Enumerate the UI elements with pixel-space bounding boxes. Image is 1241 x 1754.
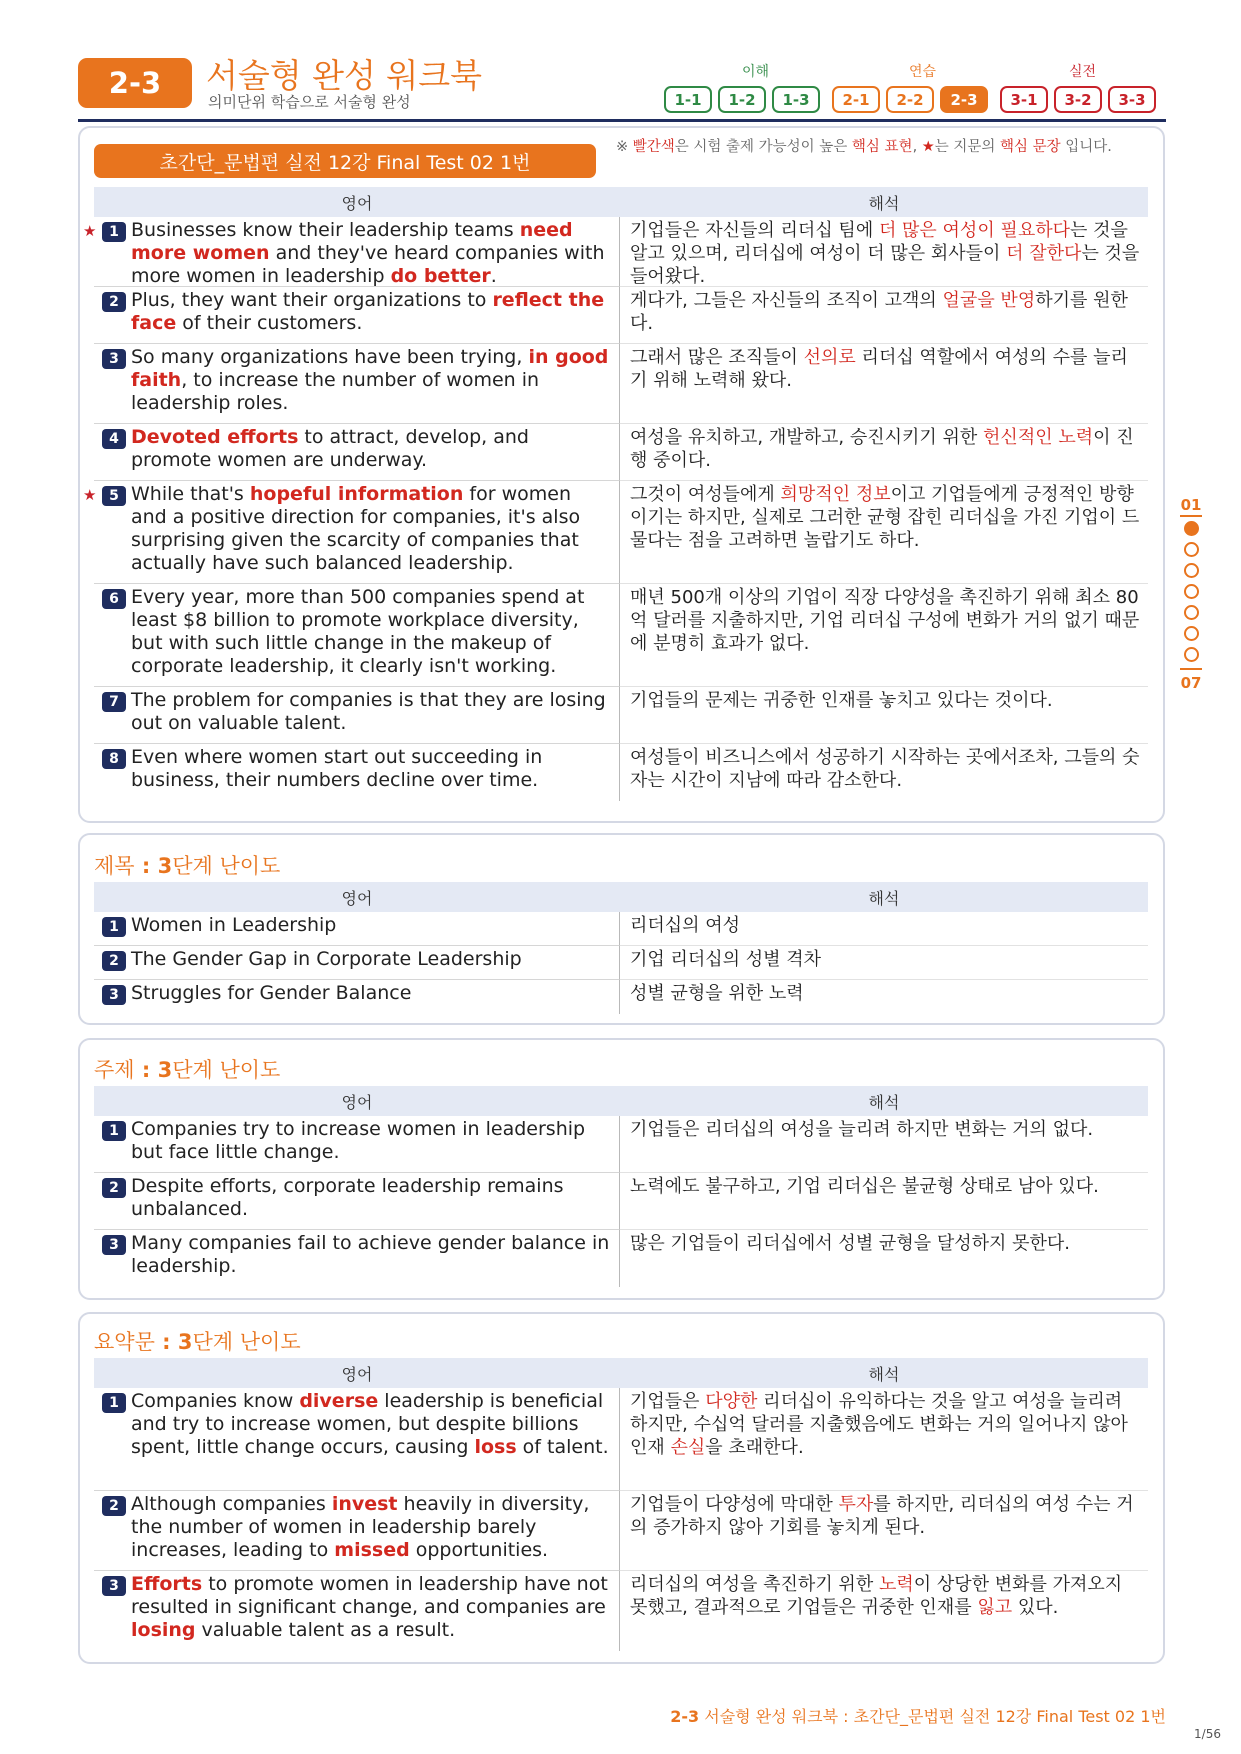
key-sentence-star-icon: ★ — [83, 222, 97, 240]
korean-translation: 기업들은 리더십의 여성을 늘리려 하지만 변화는 거의 없다. — [620, 1116, 1148, 1173]
column-korean: 해석 — [868, 1092, 900, 1112]
english-sentence: 1 Women in Leadership — [94, 912, 620, 946]
english-sentence: 3 So many organizations have been trying, in good faith, to increase the number of women in leadership roles. — [94, 344, 620, 424]
korean-translation: 기업들의 문제는 귀중한 인재를 놓치고 있다는 것이다. — [620, 687, 1148, 744]
sentence-number-badge: 2 — [102, 292, 126, 312]
progress-end-label: 07 — [1180, 674, 1202, 692]
chip-3-3[interactable]: 3-3 — [1108, 86, 1156, 113]
table-row — [94, 584, 1148, 687]
section-heading: 주제 : 3단계 난이도 — [94, 1058, 281, 1082]
chip-2-2[interactable]: 2-2 — [886, 86, 934, 113]
sentence-number-badge: 3 — [102, 1576, 126, 1596]
english-sentence: 4 Devoted efforts to attract, develop, and promote women are underway. — [94, 424, 620, 481]
progress-dot[interactable] — [1184, 605, 1199, 620]
korean-translation: 여성을 유치하고, 개발하고, 승진시키기 위한 헌신적인 노력이 진행 중이다. — [620, 424, 1148, 481]
sentence-number-badge: 1 — [102, 1121, 126, 1141]
progress-dot[interactable] — [1184, 626, 1199, 641]
table-header — [94, 1358, 1148, 1388]
english-sentence: 2 The Gender Gap in Corporate Leadership — [94, 946, 620, 980]
progress-dot[interactable] — [1184, 647, 1199, 662]
chip-1-3[interactable]: 1-3 — [772, 86, 820, 113]
sentence-number-badge: 2 — [102, 1178, 126, 1198]
passage-title: 초간단_문법편 실전 12강 Final Test 02 1번 — [94, 144, 596, 178]
korean-translation: 노력에도 불구하고, 기업 리더십은 불균형 상태로 남아 있다. — [620, 1173, 1148, 1230]
topic-table — [94, 1086, 1148, 1287]
english-sentence: 8 Even where women start out succeeding in business, their numbers decline over time. — [94, 744, 620, 801]
sentence-number-badge: 6 — [102, 589, 126, 609]
column-english: 영어 — [341, 1092, 373, 1112]
table-header — [94, 882, 1148, 912]
table-header — [94, 1086, 1148, 1116]
page-footer: 2-3 서술형 완성 워크북 : 초간단_문법편 실전 12강 Final Test 02 1번 — [670, 1707, 1166, 1726]
english-sentence: 1 Companies know diverse leadership is beneficial and try to increase women, but despite billions spent, little change occurs, causing loss of talent. — [94, 1388, 620, 1491]
progress-start-label: 01 — [1180, 496, 1202, 514]
unit-badge: 2-3 — [78, 58, 192, 108]
korean-translation: 기업들은 자신들의 리더십 팀에 더 많은 여성이 필요하다는 것을 알고 있으며, 리더십에 여성이 더 많은 회사들이 더 잘한다는 것을 들어왔다. — [620, 217, 1148, 287]
english-sentence: ★ 5 While that's hopeful information for women and a positive direction for companies, it's also surprising given the scarcity of companies that actually have such balanced leadership. — [94, 481, 620, 584]
sentence-number-badge: 4 — [102, 429, 126, 449]
korean-translation: 기업들은 다양한 리더십이 유익하다는 것을 알고 여성을 늘리려 하지만, 수십억 달러를 지출했음에도 변화는 거의 일어나지 않아 인재 손실을 초래한다. — [620, 1388, 1148, 1491]
chip-3-2[interactable]: 3-2 — [1054, 86, 1102, 113]
table-row — [94, 1230, 1148, 1287]
passage-section — [78, 126, 1165, 823]
english-sentence: 2 Although companies invest heavily in diversity, the number of women in leadership barely increases, leading to missed opportunities. — [94, 1491, 620, 1571]
sentence-number-badge: 2 — [102, 951, 126, 971]
sentence-number-badge: 3 — [102, 349, 126, 369]
korean-translation: 매년 500개 이상의 기업이 직장 다양성을 촉진하기 위해 최소 80억 달러를 지출하지만, 기업 리더십 구성에 변화가 거의 없기 때문에 분명히 효과가 없다. — [620, 584, 1148, 687]
progress-dot[interactable] — [1184, 521, 1199, 536]
english-sentence: 2 Plus, they want their organizations to reflect the face of their customers. — [94, 287, 620, 344]
progress-dot[interactable] — [1184, 584, 1199, 599]
column-english: 영어 — [341, 1364, 373, 1384]
korean-translation: 리더십의 여성을 촉진하기 위한 노력이 상당한 변화를 가져오지 못했고, 결과적으로 기업들은 귀중한 인재를 잃고 있다. — [630, 1574, 1123, 1618]
progress-divider — [1180, 668, 1202, 670]
topic-section — [78, 1038, 1165, 1300]
table-row — [94, 744, 1148, 801]
table-row — [94, 1491, 1148, 1571]
korean-translation: 리더십의 여성 — [620, 912, 1148, 946]
sentence-number-badge: 1 — [102, 917, 126, 937]
chip-3-1[interactable]: 3-1 — [1000, 86, 1048, 113]
table-row — [94, 344, 1148, 424]
column-english: 영어 — [341, 193, 373, 213]
chip-2-1[interactable]: 2-1 — [832, 86, 880, 113]
header-divider — [78, 119, 1166, 122]
group-label-real: 실전 — [1069, 64, 1097, 80]
chip-1-1[interactable]: 1-1 — [664, 86, 712, 113]
english-sentence: 2 Despite efforts, corporate leadership remains unbalanced. — [94, 1173, 620, 1230]
table-row — [94, 946, 1148, 980]
korean-translation: 기업 리더십의 성별 격차 — [620, 946, 1148, 980]
table-row — [94, 1571, 1148, 1651]
workbook-subtitle: 의미단위 학습으로 서술형 완성 — [208, 93, 411, 111]
group-label-practice: 연습 — [909, 64, 937, 80]
sentence-number-badge: 1 — [102, 1393, 126, 1413]
key-sentence-star-icon: ★ — [83, 486, 97, 504]
english-sentence: ★ 1 Businesses know their leadership teams need more women and they've heard companies with more women in leadership do better. — [94, 217, 620, 287]
sentence-number-badge: 5 — [102, 486, 126, 506]
english-sentence: 7 The problem for companies is that they are losing out on valuable talent. — [94, 687, 620, 744]
table-row — [94, 687, 1148, 744]
column-english: 영어 — [341, 888, 373, 908]
chip-1-2[interactable]: 1-2 — [718, 86, 766, 113]
korean-translation: 성별 균형을 위한 노력 — [630, 983, 804, 1004]
summary-section — [78, 1312, 1165, 1664]
korean-translation: 그것이 여성들에게 희망적인 정보이고 기업들에게 긍정적인 방향이기는 하지만, 실제로 그러한 균형 잡힌 리더십을 가진 기업이 드물다는 점을 고려하면 놀랍기도 하다. — [620, 481, 1148, 584]
page-progress-nav — [1176, 496, 1206, 692]
page-number: 1/56 — [1194, 1727, 1221, 1741]
title-table — [94, 882, 1148, 1014]
english-sentence: 3 Struggles for Gender Balance — [94, 980, 620, 1014]
table-row — [83, 217, 1148, 287]
column-korean: 해석 — [868, 193, 900, 213]
english-sentence: 1 Companies try to increase women in leadership but face little change. — [94, 1116, 620, 1173]
table-row — [94, 980, 1148, 1014]
table-header — [94, 187, 1148, 217]
korean-translation: 여성들이 비즈니스에서 성공하기 시작하는 곳에서조차, 그들의 숫자는 시간이 지남에 따라 감소한다. — [630, 747, 1140, 791]
legend-note: ※ 빨간색은 시험 출제 가능성이 높은 핵심 표현, ★는 지문의 핵심 문장 입니다. — [616, 139, 1112, 155]
summary-table — [94, 1358, 1148, 1651]
english-sentence: 6 Every year, more than 500 companies spend at least $8 billion to promote workplace diversity, but with such little change in the makeup of corporate leadership, it clearly isn't working. — [94, 584, 620, 687]
section-heading: 요약문 : 3단계 난이도 — [94, 1330, 301, 1354]
progress-dot[interactable] — [1184, 542, 1199, 557]
chip-2-3[interactable]: 2-3 — [940, 86, 988, 113]
korean-translation: 많은 기업들이 리더십에서 성별 균형을 달성하지 못한다. — [630, 1233, 1070, 1254]
table-row — [94, 424, 1148, 481]
english-sentence: 3 Efforts to promote women in leadership have not resulted in significant change, and companies are losing valuable talent as a result. — [94, 1571, 620, 1651]
passage-table — [83, 187, 1148, 801]
sentence-number-badge: 2 — [102, 1496, 126, 1516]
table-row — [83, 481, 1148, 584]
column-korean: 해석 — [868, 888, 900, 908]
table-row — [94, 1388, 1148, 1491]
table-row — [94, 1116, 1148, 1173]
sentence-number-badge: 8 — [102, 749, 126, 769]
title-section — [78, 833, 1165, 1025]
table-row — [94, 287, 1148, 344]
progress-divider — [1180, 515, 1202, 517]
section-heading: 제목 : 3단계 난이도 — [94, 854, 281, 878]
progress-dot[interactable] — [1184, 563, 1199, 578]
sentence-number-badge: 1 — [102, 222, 126, 242]
korean-translation: 그래서 많은 조직들이 선의로 리더십 역할에서 여성의 수를 늘리기 위해 노력해 왔다. — [620, 344, 1148, 424]
column-korean: 해석 — [868, 1364, 900, 1384]
table-row — [94, 1173, 1148, 1230]
sentence-number-badge: 3 — [102, 1235, 126, 1255]
table-row — [94, 912, 1148, 946]
english-sentence: 3 Many companies fail to achieve gender balance in leadership. — [94, 1230, 620, 1287]
workbook-title: 서술형 완성 워크북 — [206, 56, 483, 95]
korean-translation: 게다가, 그들은 자신들의 조직이 고객의 얼굴을 반영하기를 원한다. — [620, 287, 1148, 344]
group-label-understand: 이해 — [742, 64, 770, 80]
korean-translation: 기업들이 다양성에 막대한 투자를 하지만, 리더십의 여성 수는 거의 증가하지 않아 기회를 놓치게 된다. — [620, 1491, 1148, 1571]
sentence-number-badge: 7 — [102, 692, 126, 712]
progress-dots — [1176, 521, 1206, 662]
sentence-number-badge: 3 — [102, 985, 126, 1005]
